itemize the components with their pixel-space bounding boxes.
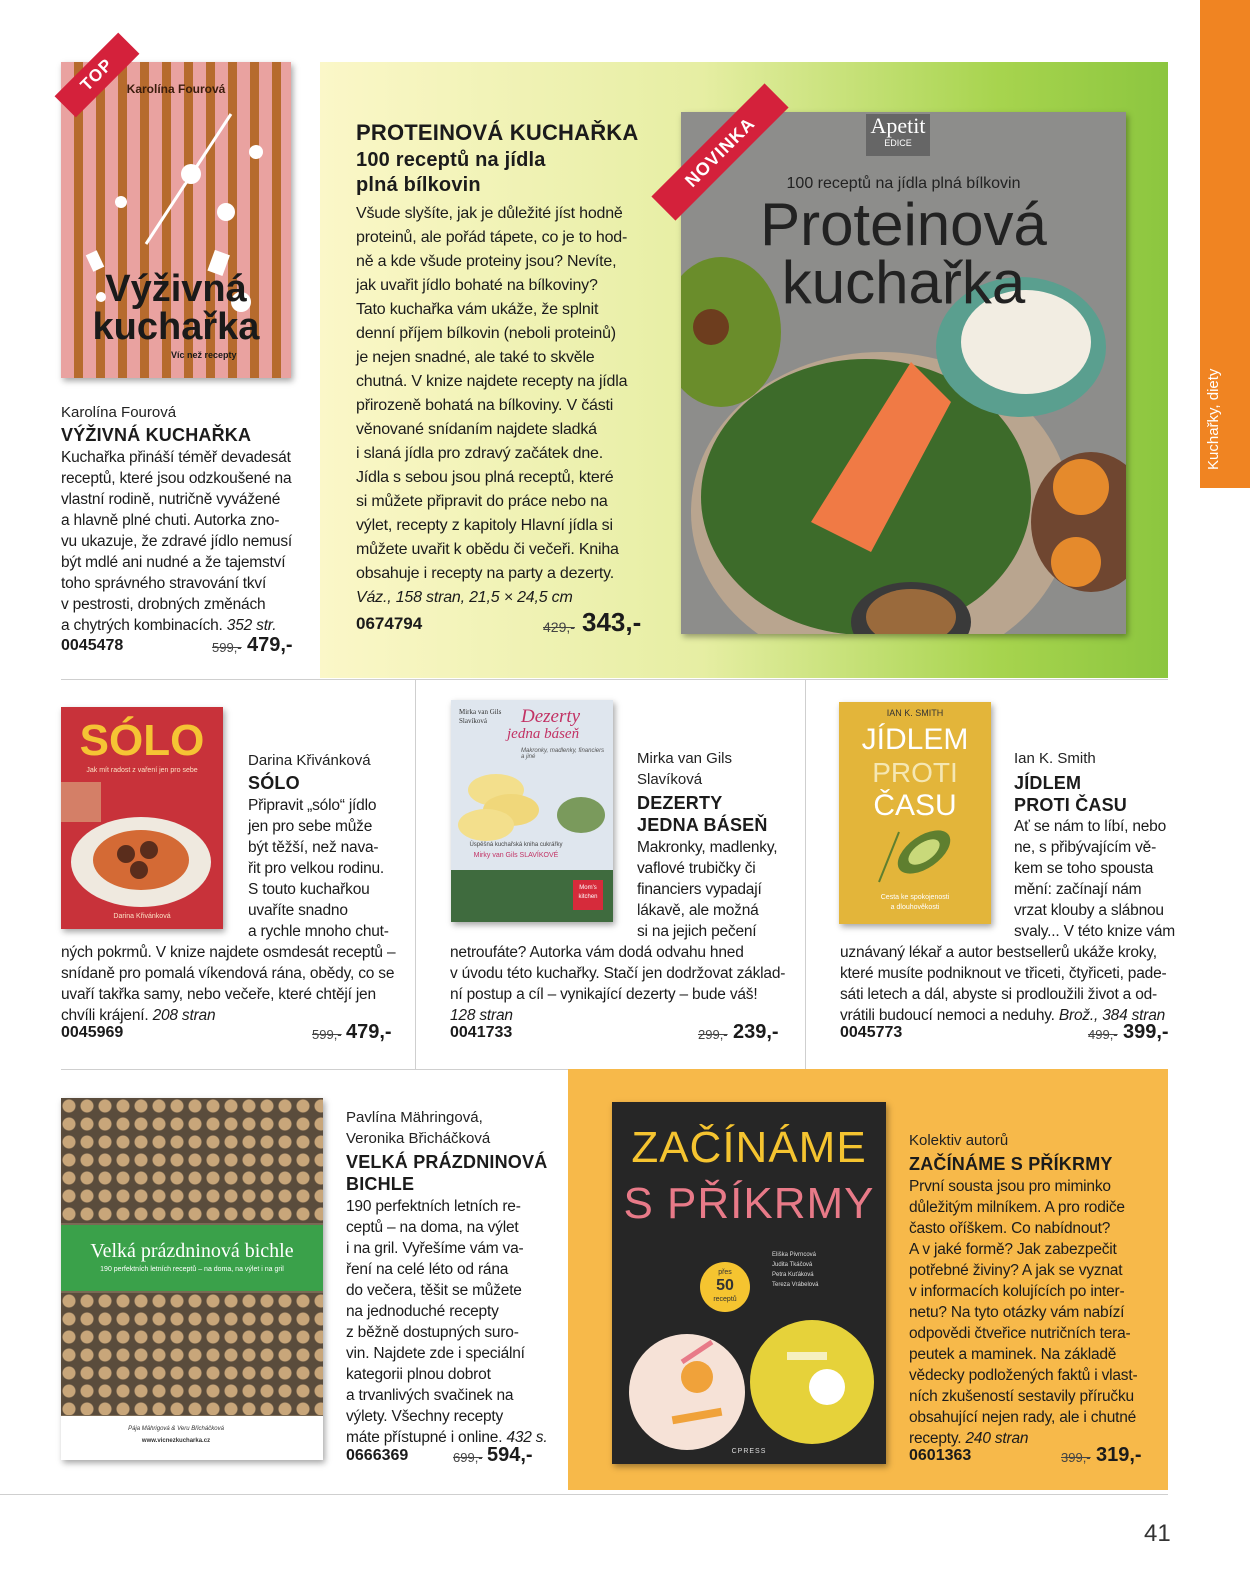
cover-macarons-photo (451, 755, 613, 845)
book-specs: 128 stran (450, 1007, 513, 1024)
cover-title-line2: S PŘÍKRMY (623, 1179, 875, 1228)
cover-author: Karolína Fourová (126, 82, 226, 96)
cover-brand-logo: Apetit EDICE (866, 114, 930, 156)
cover-food-grid-top (61, 1098, 323, 1223)
book-title-line1[interactable]: VELKÁ PRÁZDNINOVÁ (346, 1152, 548, 1172)
book-author: Karolína Fourová (61, 404, 177, 421)
book-cover-dezerty-jedna-basen[interactable] (451, 700, 613, 922)
cover-author: Darina Křivánková (113, 913, 171, 920)
price: 594,- (487, 1444, 533, 1466)
product-code: 0045969 (61, 1024, 124, 1041)
cover-title: Velká prázdninová bichle (90, 1240, 294, 1262)
cover-title-line2: kuchařka (781, 249, 1026, 316)
book-description: 190 perfektních letních re- ceptů – na doma, na výlet i na gril. Vyřešíme vám va- ření na celé léto od rána do večera, těšit se můžete na jednoduché recepty z běžně dostupných suro- vin. Najdete zde i speciální kategorii plnou dobrot a trvanlivých svačinek na výlety. Všechny recepty máte přístupné i online. 432 s. (346, 1198, 548, 1446)
cover-avocado-illustration (839, 812, 991, 892)
cover-title-line1: JÍDLEM (861, 723, 969, 756)
book-title[interactable]: ZAČÍNÁME S PŘÍKRMY (909, 1154, 1113, 1174)
product-code: 0045478 (61, 637, 124, 654)
old-price: 399,- (1061, 1450, 1091, 1465)
cover-badge: Mom's kitchen (573, 880, 603, 910)
cover-subtitle-line1: Cesta ke spokojenosti (880, 894, 950, 901)
cover-note-line1: Úspěšná kuchařská kniha cukrářky (469, 842, 563, 848)
book-title-line2[interactable]: JEDNA BÁSEŇ (637, 815, 768, 835)
book-description: Makronky, madlenky, vaflové trubičky či financiers vypadají lákavě, ale možná si na jejich pečení (637, 839, 778, 940)
cover-title-line1: Výživná (105, 268, 247, 310)
top-ribbon: TOP (55, 33, 140, 118)
row-divider (61, 1069, 568, 1070)
product-code: 0041733 (450, 1024, 513, 1041)
cover-food-grid-bottom (61, 1293, 323, 1415)
book-specs: Brož., 384 stran (1058, 1007, 1166, 1024)
category-tab-label: Kuchařky, diety (1205, 368, 1222, 470)
cover-note-line2: Mirky van Gils SLAVÍKOVÉ (473, 852, 559, 859)
book-cover-zaciname-s-prikrmy[interactable] (612, 1102, 886, 1464)
cover-title-line2: PROTI (872, 757, 958, 788)
cover-authors: Eliška Pivrncová Judita Tkáčová Petra Kuťáková Tereza Vrábelová (772, 1252, 819, 1288)
category-tab[interactable] (1200, 0, 1250, 488)
price: 399,- (1123, 1021, 1169, 1043)
product-code: 0601363 (909, 1447, 972, 1464)
old-price: 599,- (212, 640, 242, 655)
cover-tagline: Makronky, madlenky, financiers a jiné (521, 748, 605, 760)
cover-title-line1: Dezerty (521, 706, 581, 727)
book-title-line2[interactable]: PROTI ČASU (1014, 795, 1128, 815)
book-title[interactable]: PROTEINOVÁ KUCHAŘKA (356, 120, 639, 145)
book-author: Kolektiv autorů (909, 1132, 1009, 1149)
old-price: 429,- (543, 619, 575, 635)
cover-subtitle: 100 receptů na jídla plná bílkovin (786, 175, 1021, 192)
book-title-line2[interactable]: BICHLE (346, 1174, 415, 1194)
cover-title: SÓLO (79, 716, 205, 765)
cover-author: IAN K. SMITH (886, 708, 944, 718)
price: 319,- (1096, 1444, 1142, 1466)
cover-url: www.vicnezkucharka.cz (141, 1438, 211, 1444)
book-cover-jidlem-proti-casu[interactable] (839, 702, 991, 924)
price: 239,- (733, 1021, 779, 1043)
book-description: Ať se nám to líbí, nebo ne, s přibývajícím vě- kem se toho spousta mění: začínají nám vrzat klouby a slábnou svaly... V této knize vám (1014, 818, 1175, 940)
book-title[interactable]: SÓLO (248, 773, 300, 793)
cover-subtitle-line2: a dlouhověkosti (890, 904, 940, 911)
book-cover-vyzivna-kucharka[interactable] (61, 62, 291, 378)
book-cover-velka-prazdninova-bichle[interactable] (61, 1098, 323, 1460)
cover-subtitle: Víc než recepty (171, 350, 237, 360)
column-divider (415, 679, 416, 1069)
book-subtitle-line2: plná bílkovin (356, 174, 481, 196)
product-code: 0045773 (840, 1024, 903, 1041)
book-author-line2: Veronika Břicháčková (346, 1130, 491, 1147)
product-code: 0666369 (346, 1447, 409, 1464)
price: 343,- (582, 607, 642, 637)
book-specs: 240 stran (965, 1430, 1029, 1447)
page-number: 41 (1144, 1520, 1171, 1547)
old-price: 299,- (698, 1027, 728, 1042)
old-price: 699,- (453, 1450, 483, 1465)
cover-publisher: CPRESS (731, 1448, 767, 1455)
book-title-line1[interactable]: JÍDLEM (1014, 773, 1082, 793)
book-title[interactable]: VÝŽIVNÁ KUCHAŘKA (61, 425, 252, 445)
book-description-continued: ných pokrmů. V knize najdete osmdesát receptů – snídaně pro pomalá víkendová rána, obědy, co se uvaří takřka samy, nebo večeře, které chtějí jen chvíli krájení. 208 stran (61, 944, 396, 1024)
price: 479,- (346, 1021, 392, 1043)
cover-title-line1: ZAČÍNÁME (631, 1123, 867, 1172)
book-description: Všude slyšíte, jak je důležité jíst hodně proteinů, ale pořád tápete, co je to hod- ně a kde všude proteiny jsou? Nevíte, jak uvařit jídlo bohaté na bílkoviny? Tato kuchařka vám ukáže, že splnit denní příjem bílkovin (neboli proteinů) je nejen snadné, ale také to skvěle chutná. V knize najdete recepty na jídla přirozeně bohatá na bílkoviny. V části věnované snídaním najdete sladká i slaná jídla pro zdravý začátek dne. Jídla s sebou jsou plná receptů, které si můžete připravit do práce nebo na výlet, recepty z kapitoly Hlavní jídla si můžete uvařit k obědu či večeři. Kniha obsahuje i recepty na party a dezerty. Váz., 158 stran, 21,5 × 24,5 cm (356, 202, 671, 610)
row-divider (61, 679, 1168, 680)
book-specs: 352 str. (226, 617, 277, 634)
book-author-line1: Pavlína Mähringová, (346, 1109, 483, 1126)
book-specs: 432 s. (506, 1429, 548, 1446)
cover-subtitle: 190 perfektních letních receptů – na doma, na výlet i na gril (100, 1266, 284, 1273)
book-cover-proteinova-kucharka[interactable] (681, 112, 1126, 634)
cover-title-line3: ČASU (873, 789, 957, 822)
book-cover-solo[interactable] (61, 707, 223, 929)
book-title-line1[interactable]: DEZERTY (637, 793, 723, 813)
book-author: Ian K. Smith (1014, 750, 1096, 767)
cover-title-line2: kuchařka (92, 306, 260, 348)
cover-authors: Pája Mährigová & Veru Břicháčková (128, 1426, 224, 1432)
old-price: 599,- (312, 1027, 342, 1042)
book-description-continued: netroufáte? Autorka vám dodá odvahu hned v úvodu této kuchařky. Stačí jen dodržovat základ- ní postup a cíl – vynikající dezerty – bude váš! 128 stran (450, 942, 800, 1026)
price: 479,- (247, 634, 293, 656)
column-divider (805, 679, 806, 1069)
book-description: Kuchařka přináší téměř devadesát receptů, které jsou odzkoušené na vlastní rodině, nutričně vyvážené a hlavně plné chuti. Autorka zno- vu ukazuje, že zdravé jídlo nemusí být mdlé ani nudné a že tajemství toho správného stravování tkví v pestrosti, drobných změnách a chytrých kombinacích. 352 str. (61, 449, 292, 634)
old-price: 499,- (1088, 1027, 1118, 1042)
cover-plates-illustration (612, 1302, 886, 1462)
book-description: Připravit „sólo“ jídlo jen pro sebe může být těžší, než nava- řit pro velkou rodinu. S touto kuchařkou uvaříte snadno a rychle mnoho chut- (248, 797, 389, 940)
footer-divider (0, 1494, 1168, 1495)
book-specs: 208 stran (152, 1007, 216, 1024)
cover-authors: Mirka van Gils Slavíková (459, 708, 502, 725)
book-author: Darina Křivánková (248, 752, 371, 769)
book-description: První sousta jsou pro miminko důležitým milníkem. A pro rodiče často oříškem. Co nabídnout? A v jaké formě? Jak zabezpečit potřebné živiny? A jak se vyznat v informacích kolujících po inter- netu? Na tyto otázky vám nabízí odpovědi čtveřice nutričních tera- peutek a maminek. Na základě vědecky podložených faktů i vlast- ních zkušeností sestavily příručku obsahující nejen rady, ale i chutné recepty. 240 stran (909, 1178, 1138, 1447)
cover-subtitle: Jak mít radost z vaření jen pro sebe (86, 767, 198, 774)
cover-title-line2: jedna báseň (507, 726, 580, 742)
product-code: 0674794 (356, 614, 423, 633)
cover-title-line1: Proteinová (760, 191, 1047, 258)
book-author-line1: Mirka van Gils (637, 750, 733, 767)
novinka-ribbon: NOVINKA (651, 83, 788, 220)
book-subtitle-line1: 100 receptů na jídla (356, 149, 546, 171)
book-specs: Váz., 158 stran, 21,5 × 24,5 cm (356, 589, 573, 606)
cover-food-photo (61, 782, 223, 922)
book-author-line2: Slavíková (637, 771, 703, 788)
book-description-continued: uznávaný lékař a autor bestsellerů ukáže kroky, které musíte podniknout ve třiceti, čtyřiceti, pade- sáti letech a dál, abyste si prodloužili život a od- vrátili budoucí nemoci a neduhy. Brož., 384 stran (840, 944, 1167, 1024)
cover-badge: přes 50 receptů (700, 1262, 750, 1312)
